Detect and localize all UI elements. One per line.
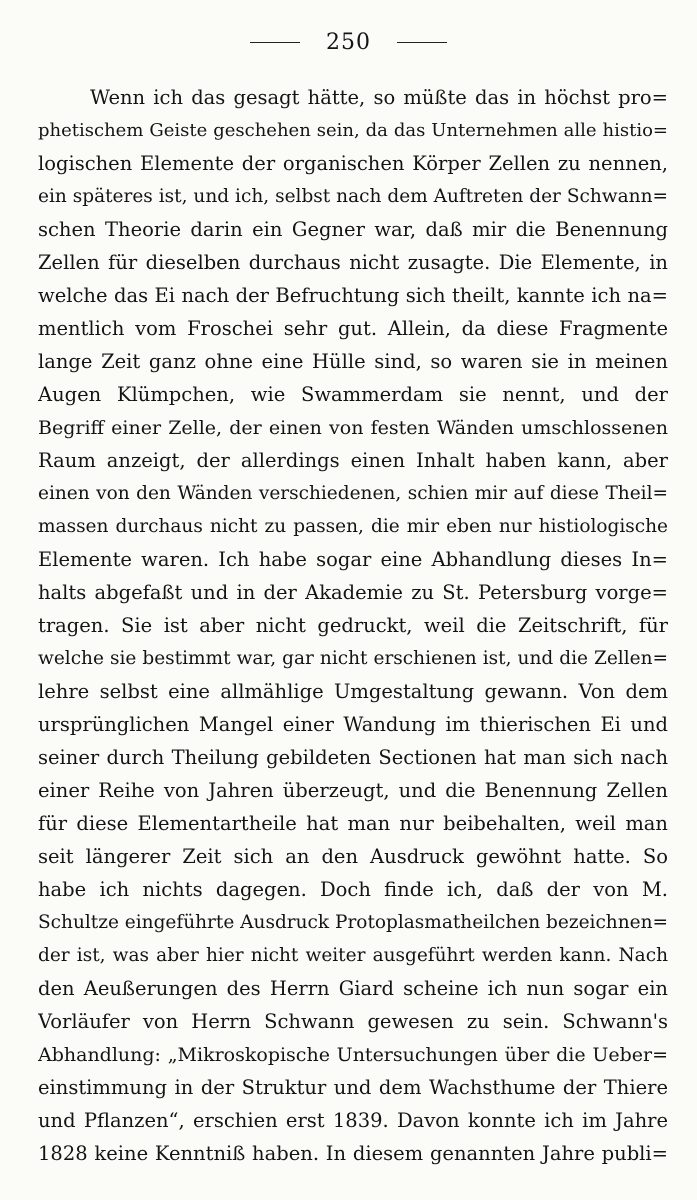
text-line-18: welche sie bestimmt war, gar nicht erschienen ist, und die Zellen= [38, 648, 668, 669]
page-header [0, 26, 697, 58]
text-line-9: lange Zeit ganz ohne eine Hülle sind, so waren sie in meinen [38, 350, 668, 373]
text-line-33: 1828 keine Kenntniß haben. In diesem genannten Jahre publi= [38, 1142, 668, 1165]
text-line-15: Elemente waren. Ich habe sogar eine Abhandlung dieses In= [38, 548, 668, 571]
text-line-17: tragen. Sie ist aber nicht gedruckt, weil die Zeitschrift, für [38, 614, 668, 637]
text-line-11: Begriff einer Zelle, der einen von festen Wänden umschlossenen [38, 417, 668, 439]
text-line-2: phetischem Geiste geschehen sein, da das Unternehmen alle histio= [38, 120, 668, 141]
text-line-27: der ist, was aber hier nicht weiter ausgeführt werden kann. Nach [38, 945, 668, 966]
text-line-5: schen Theorie darin ein Gegner war, daß mir die Benennung [38, 218, 668, 241]
page-number: 250 [326, 29, 371, 55]
text-line-7: welche das Ei nach der Befruchtung sich theilt, kannte ich na= [38, 284, 668, 307]
text-line-21: seiner durch Theilung gebildeten Sectionen hat man sich nach [38, 746, 668, 769]
text-line-24: seit längerer Zeit sich an den Ausdruck gewöhnt hatte. So [38, 845, 668, 868]
text-line-4: ein späteres ist, und ich, selbst nach dem Auftreten der Schwann= [38, 186, 668, 207]
text-line-25: habe ich nichts dagegen. Doch finde ich, daß der von M. [38, 878, 668, 901]
text-line-26: Schultze eingeführte Ausdruck Protoplasmatheilchen bezeichnen= [38, 912, 668, 933]
text-line-31: einstimmung in der Struktur und dem Wachsthume der Thiere [38, 1076, 668, 1099]
text-line-32: und Pflanzen“, erschien erst 1839. Davon konnte ich im Jahre [38, 1109, 668, 1132]
text-line-6: Zellen für dieselben durchaus nicht zusagte. Die Elemente, in [38, 251, 668, 274]
header-rule-left [250, 42, 300, 43]
text-line-8: mentlich vom Froschei sehr gut. Allein, da diese Fragmente [38, 317, 668, 340]
text-line-30: Abhandlung: „Mikroskopische Untersuchungen über die Ueber= [38, 1044, 668, 1066]
text-line-14: massen durchaus nicht zu passen, die mir eben nur histiologische [38, 516, 668, 537]
text-line-13: einen von den Wänden verschiedenen, schien mir auf diese Theil= [38, 483, 668, 504]
text-line-29: Vorläufer von Herrn Schwann gewesen zu sein. Schwann's [38, 1010, 668, 1033]
text-line-10: Augen Klümpchen, wie Swammerdam sie nennt, und der [38, 383, 668, 406]
text-line-23: für diese Elementartheile hat man nur beibehalten, weil man [38, 812, 668, 835]
text-line-3: logischen Elemente der organischen Körper Zellen zu nennen, [38, 152, 668, 175]
header-rule-right [397, 42, 447, 43]
text-line-16: halts abgefaßt und in der Akademie zu St. Petersburg vorge= [38, 581, 668, 604]
text-line-1: Wenn ich das gesagt hätte, so müßte das in höchst pro= [90, 86, 668, 109]
text-line-22: einer Reihe von Jahren überzeugt, und die Benennung Zellen [38, 779, 668, 802]
text-line-19: lehre selbst eine allmählige Umgestaltung gewann. Von dem [38, 680, 668, 703]
text-line-28: den Aeußerungen des Herrn Giard scheine ich nun sogar ein [38, 977, 668, 1000]
text-line-12: Raum anzeigt, der allerdings einen Inhalt haben kann, aber [38, 449, 668, 472]
text-line-20: ursprünglichen Mangel einer Wandung im thierischen Ei und [38, 713, 668, 736]
